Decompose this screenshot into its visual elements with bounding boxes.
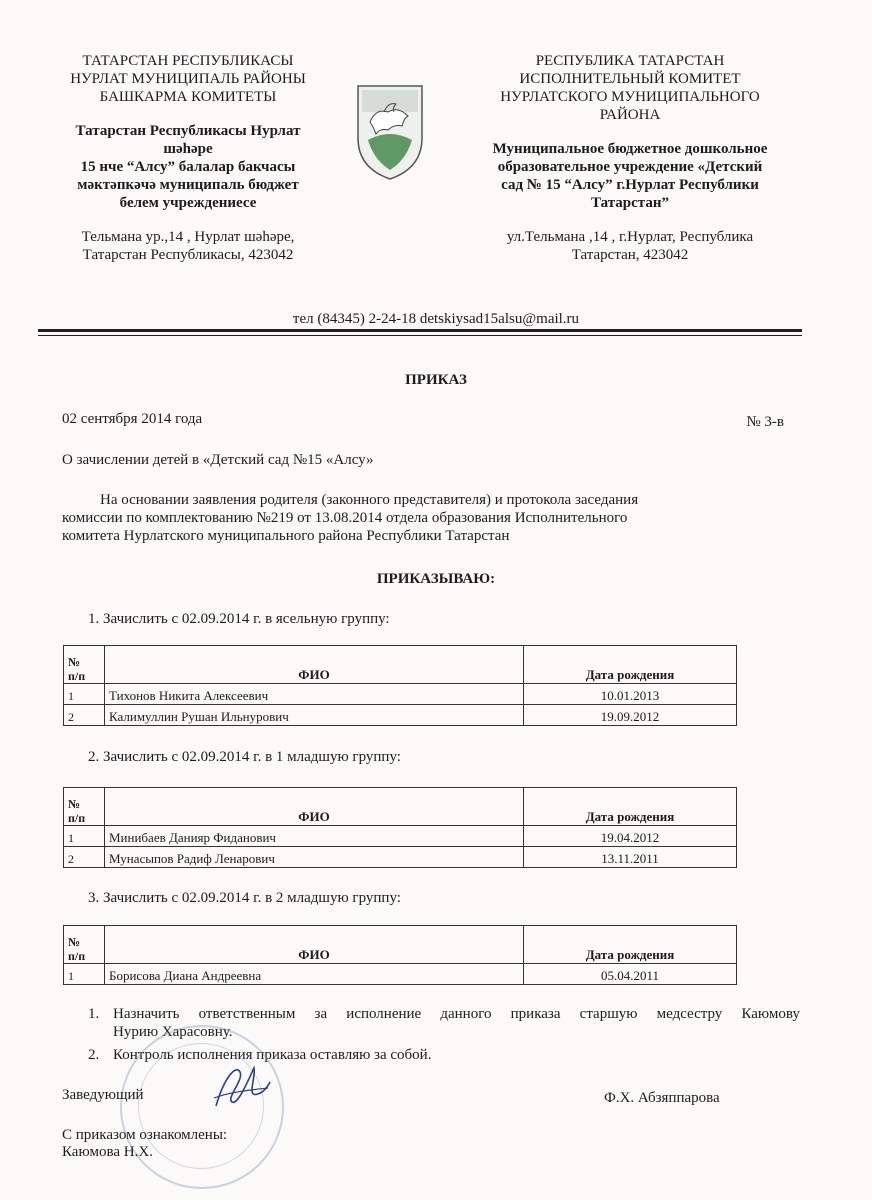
header-right-org: Татарстан” — [591, 195, 669, 211]
row-name: Мунасыпов Радиф Ленарович — [105, 847, 524, 868]
header-right-line: НУРЛАТСКОГО МУНИЦИПАЛЬНОГО — [500, 89, 760, 105]
order-subject: О зачислении детей в «Детский сад №15 «Алсу» — [62, 452, 374, 468]
acknowledgement-name: Каюмова Н.Х. — [62, 1144, 153, 1160]
header-right-org: образовательное учреждение «Детский — [497, 159, 763, 175]
header-right-org: Муниципальное бюджетное дошкольное — [492, 141, 768, 157]
closing-item-line: Нурию Харасовну. — [113, 1024, 233, 1040]
table-row — [64, 705, 737, 726]
basis-line: На основании заявления родителя (законного представителя) и протокола заседания — [100, 492, 639, 508]
header-name: ФИО — [105, 646, 524, 684]
row-num: 1 — [64, 964, 105, 985]
header-divider-thin — [38, 335, 802, 336]
row-birth: 10.01.2013 — [524, 684, 737, 705]
order-command: ПРИКАЗЫВАЮ: — [376, 571, 496, 587]
header-left-line: НУРЛАТ МУНИЦИПАЛЬ РАЙОНЫ — [70, 71, 306, 87]
order-basis — [62, 491, 802, 545]
header-right — [470, 52, 790, 264]
header-birth: Дата рождения — [524, 646, 737, 684]
header-right-org: сад № 15 “Алсу” г.Нурлат Республики — [501, 177, 759, 193]
row-num: 2 — [64, 705, 105, 726]
header-name: ФИО — [105, 926, 524, 964]
header-num-line1: № — [68, 655, 81, 669]
header-right-address: Татарстан, 423042 — [571, 247, 689, 263]
group-item: 2. Зачислить с 02.09.2014 г. в 1 младшую группу: — [88, 749, 401, 765]
header-num-line2: п/п — [68, 669, 86, 683]
table-row — [64, 847, 737, 868]
header-num — [64, 646, 105, 684]
header-left-org: шәһәре — [163, 141, 213, 157]
header-left-org: 15 нче “Алсу” балалар бакчасы — [80, 159, 296, 175]
header-num — [64, 926, 105, 964]
header-left-address: Тельмана ур.,14 , Нурлат шәһәре, — [81, 229, 295, 245]
header-birth: Дата рождения — [524, 926, 737, 964]
closing-item-num: 1. — [88, 1006, 100, 1022]
row-birth: 19.04.2012 — [524, 826, 737, 847]
header-left-line: ТАТАРСТАН РЕСПУБЛИКАСЫ — [82, 53, 294, 69]
header-right-line: РАЙОНА — [599, 107, 661, 123]
table-header-row — [64, 646, 737, 684]
header-right-line: ИСПОЛНИТЕЛЬНЫЙ КОМИТЕТ — [519, 71, 741, 87]
header-num-line1: № — [68, 797, 81, 811]
basis-line: комитета Нурлатского муниципального района Республики Татарстан — [62, 528, 510, 544]
closing-item-num: 2. — [88, 1047, 100, 1063]
header-num-line2: п/п — [68, 949, 86, 963]
closing-item-line: Контроль исполнения приказа оставляю за собой. — [113, 1047, 432, 1063]
row-birth: 05.04.2011 — [524, 964, 737, 985]
order-number: № 3-в — [746, 414, 784, 430]
enrollment-table — [63, 925, 737, 985]
order-title: ПРИКАЗ — [405, 372, 467, 388]
header-left-address: Татарстан Республикасы, 423042 — [82, 247, 294, 263]
header-num — [64, 788, 105, 826]
coat-of-arms-emblem — [354, 82, 426, 182]
table-header-row — [64, 788, 737, 826]
table-row — [64, 826, 737, 847]
header-num-line1: № — [68, 935, 81, 949]
header-right-address: ул.Тельмана ,14 , г.Нурлат, Республика — [506, 229, 754, 245]
row-num: 2 — [64, 847, 105, 868]
enrollment-table — [63, 787, 737, 868]
header-divider — [38, 329, 802, 332]
row-birth: 13.11.2011 — [524, 847, 737, 868]
enrollment-table — [63, 645, 737, 726]
acknowledgement-label: С приказом ознакомлены: — [62, 1127, 228, 1143]
header-left-org: Татарстан Республикасы Нурлат — [75, 123, 301, 139]
row-name: Борисова Диана Андреевна — [105, 964, 524, 985]
handwritten-signature — [206, 1058, 276, 1118]
header-right-line: РЕСПУБЛИКА ТАТАРСТАН — [535, 53, 725, 69]
table-row — [64, 684, 737, 705]
row-num: 1 — [64, 826, 105, 847]
signatory-position: Заведующий — [62, 1087, 144, 1103]
table-header-row — [64, 926, 737, 964]
header-left — [38, 52, 338, 264]
header-left-line: БАШКАРМА КОМИТЕТЫ — [99, 89, 277, 105]
row-name: Минибаев Данияр Фиданович — [105, 826, 524, 847]
order-date: 02 сентября 2014 года — [62, 411, 203, 427]
basis-line: комиссии по комплектованию №219 от 13.08.2014 отдела образования Исполнительного — [62, 510, 628, 526]
header-birth: Дата рождения — [524, 788, 737, 826]
group-item: 3. Зачислить с 02.09.2014 г. в 2 младшую группу: — [88, 890, 401, 906]
contact-line: тел (84345) 2-24-18 detskiysad15alsu@mail.ru — [292, 311, 580, 327]
header-name: ФИО — [105, 788, 524, 826]
row-name: Калимуллин Рушан Ильнурович — [105, 705, 524, 726]
header-left-org: белем учреждениесе — [119, 195, 257, 211]
closing-item-line: Назначить ответственным за исполнение данного приказа старшую медсестру Каюмову — [113, 1006, 800, 1022]
header-num-line2: п/п — [68, 811, 86, 825]
group-item: 1. Зачислить с 02.09.2014 г. в ясельную группу: — [88, 611, 390, 627]
row-name: Тихонов Никита Алексеевич — [105, 684, 524, 705]
row-birth: 19.09.2012 — [524, 705, 737, 726]
header-left-org: мәктәпкәчә муниципаль бюджет — [77, 177, 299, 193]
signatory-name: Ф.Х. Абзяппарова — [604, 1090, 720, 1106]
row-num: 1 — [64, 684, 105, 705]
table-row — [64, 964, 737, 985]
